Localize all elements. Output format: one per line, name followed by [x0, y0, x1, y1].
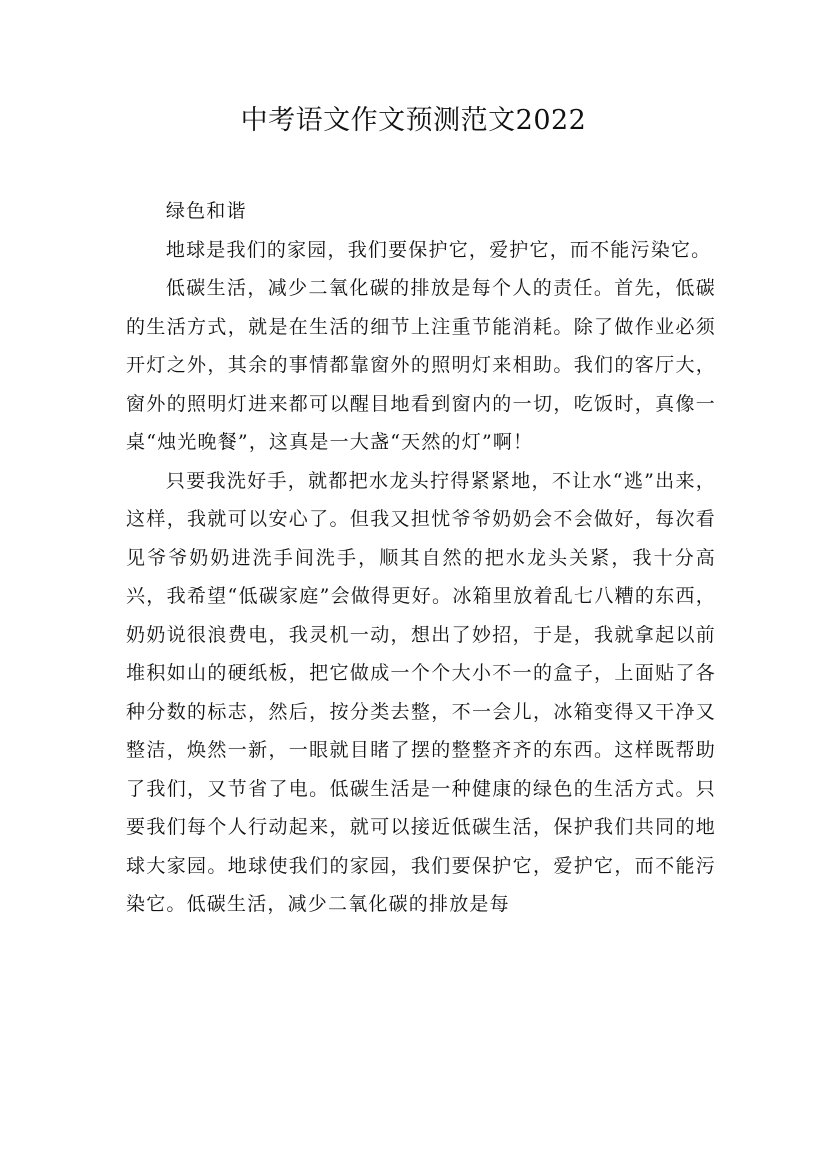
- paragraph: 低碳生活，减少二氧化碳的排放是每个人的责任。首先，低碳的生活方式，就是在生活的细节上注重节能消耗。除了做作业必须开灯之外，其余的事情都靠窗外的照明灯来相助。我们的客厅大，窗外的照明灯进来都可以醒目地看到窗内的一切，吃饭时，真像一桌“烛光晚餐”，这真是一大盏“天然的灯”啊！: [126, 277, 716, 453]
- paragraph: 只要我洗好手，就都把水龙头拧得紧紧地，不让水“逃”出来，这样，我就可以安心了。但我又担忧爷爷奶奶会不会做好，每次看见爷爷奶奶进洗手间洗手，顺其自然的把水龙头关紧，我十分高兴，我希望“低碳家庭”会做得更好。冰箱里放着乱七八糟的东西，奶奶说很浪费电，我灵机一动，想出了妙招，于是，我就拿起以前堆积如山的硬纸板，把它做成一个个大小不一的盒子，上面贴了各种分数的标志，然后，按分类去整，不一会儿，冰箱变得又干净又整洁，焕然一新，一眼就目睹了摆的整整齐齐的东西。这样既帮助了我们，又节省了电。低碳生活是一种健康的绿色的生活方式。只要我们每个人行动起来，就可以接近低碳生活，保护我们共同的地球大家园。地球使我们的家园，我们要保护它，爱护它，而不能污染它。低碳生活，减少二氧化碳的排放是每: [126, 469, 716, 915]
- paragraph: 地球是我们的家园，我们要保护它，爱护它，而不能污染它。: [165, 238, 712, 261]
- section-heading: 绿色和谐: [165, 200, 247, 222]
- page-title: 中考语文作文预测范文2022: [240, 105, 587, 136]
- article-body: [126, 192, 716, 924]
